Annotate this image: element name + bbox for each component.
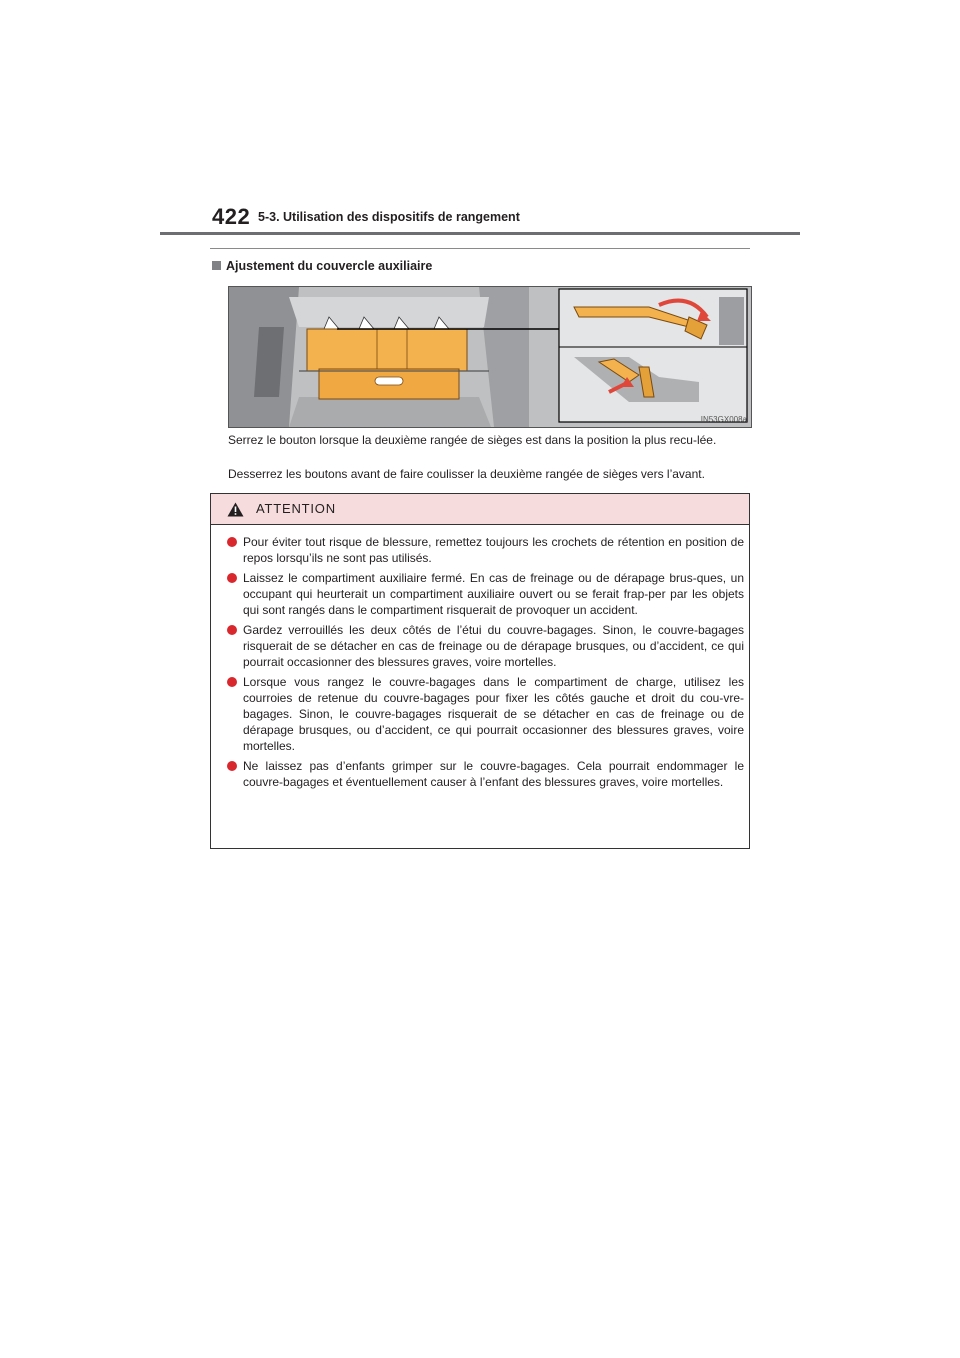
square-bullet-icon — [212, 261, 221, 270]
subsection-title: Ajustement du couvercle auxiliaire — [226, 259, 433, 273]
figure-code: IN53GX008a — [700, 415, 747, 424]
warning-item — [225, 570, 744, 618]
section-title: 5-3. Utilisation des dispositifs de rangement — [258, 210, 520, 224]
instruction-loosen: Desserrez les boutons avant de faire coulisser la deuxième rangée de sièges vers l’avant. — [228, 467, 705, 481]
warning-text: Laissez le compartiment auxiliaire fermé. En cas de freinage ou de dérapage brus-ques, un occupant qui heurterait un compartiment auxiliaire ouvert ou se ferait frap-per par les objets qui sont rangés dans le compartiment risquerait de provoquer un accident. — [243, 571, 744, 617]
header-divider — [160, 232, 800, 235]
bullet-icon — [227, 625, 237, 635]
cargo-cover-illustration — [228, 286, 752, 428]
warning-text: Ne laissez pas d’enfants grimper sur le couvre-bagages. Cela pourrait endommager le couvre-bagages et éventuellement causer à l’enfant des blessures graves, voire mortelles. — [243, 759, 744, 789]
attention-header — [211, 494, 749, 525]
subsection-heading — [212, 259, 432, 273]
warning-triangle-icon — [227, 502, 244, 517]
bullet-icon — [227, 573, 237, 583]
warning-text: Pour éviter tout risque de blessure, remettez toujours les crochets de rétention en position de repos lorsqu’ils ne sont pas utilisés. — [243, 535, 744, 565]
warning-item — [225, 674, 744, 754]
warning-text: Gardez verrouillés les deux côtés de l’étui du couvre-bagages. Sinon, le couvre-bagages risquerait de se détacher en cas de freinage ou de dérapage brusques, ou d’accident, ce qui pourrait occasionner des blessures graves, voire mortelles. — [243, 623, 744, 669]
attention-title: ATTENTION — [256, 501, 336, 516]
warning-item — [225, 758, 744, 790]
warning-text: Lorsque vous rangez le couvre-bagages dans le compartiment de charge, utilisez les courroies de retenue du couvre-bagages pour fixer les côtés gauche et droit du cou-vre-bagages. Sinon, le couvre-bagages risquerait de se détacher en cas de freinage ou de dérapage brusques, ou d’accident, ce qui pourrait occasionner des blessures graves, voire mortelles. — [243, 675, 744, 753]
attention-box — [210, 493, 750, 849]
illustration-graphic — [229, 287, 751, 427]
bullet-icon — [227, 761, 237, 771]
warning-item — [225, 622, 744, 670]
warning-list — [225, 534, 744, 794]
page-header — [0, 0, 960, 240]
content-divider — [210, 248, 750, 249]
instruction-tighten: Serrez le bouton lorsque la deuxième rangée de sièges est dans la position la plus recu-lée. — [228, 433, 717, 447]
bullet-icon — [227, 677, 237, 687]
warning-item — [225, 534, 744, 566]
page-number: 422 — [212, 204, 251, 229]
bullet-icon — [227, 537, 237, 547]
